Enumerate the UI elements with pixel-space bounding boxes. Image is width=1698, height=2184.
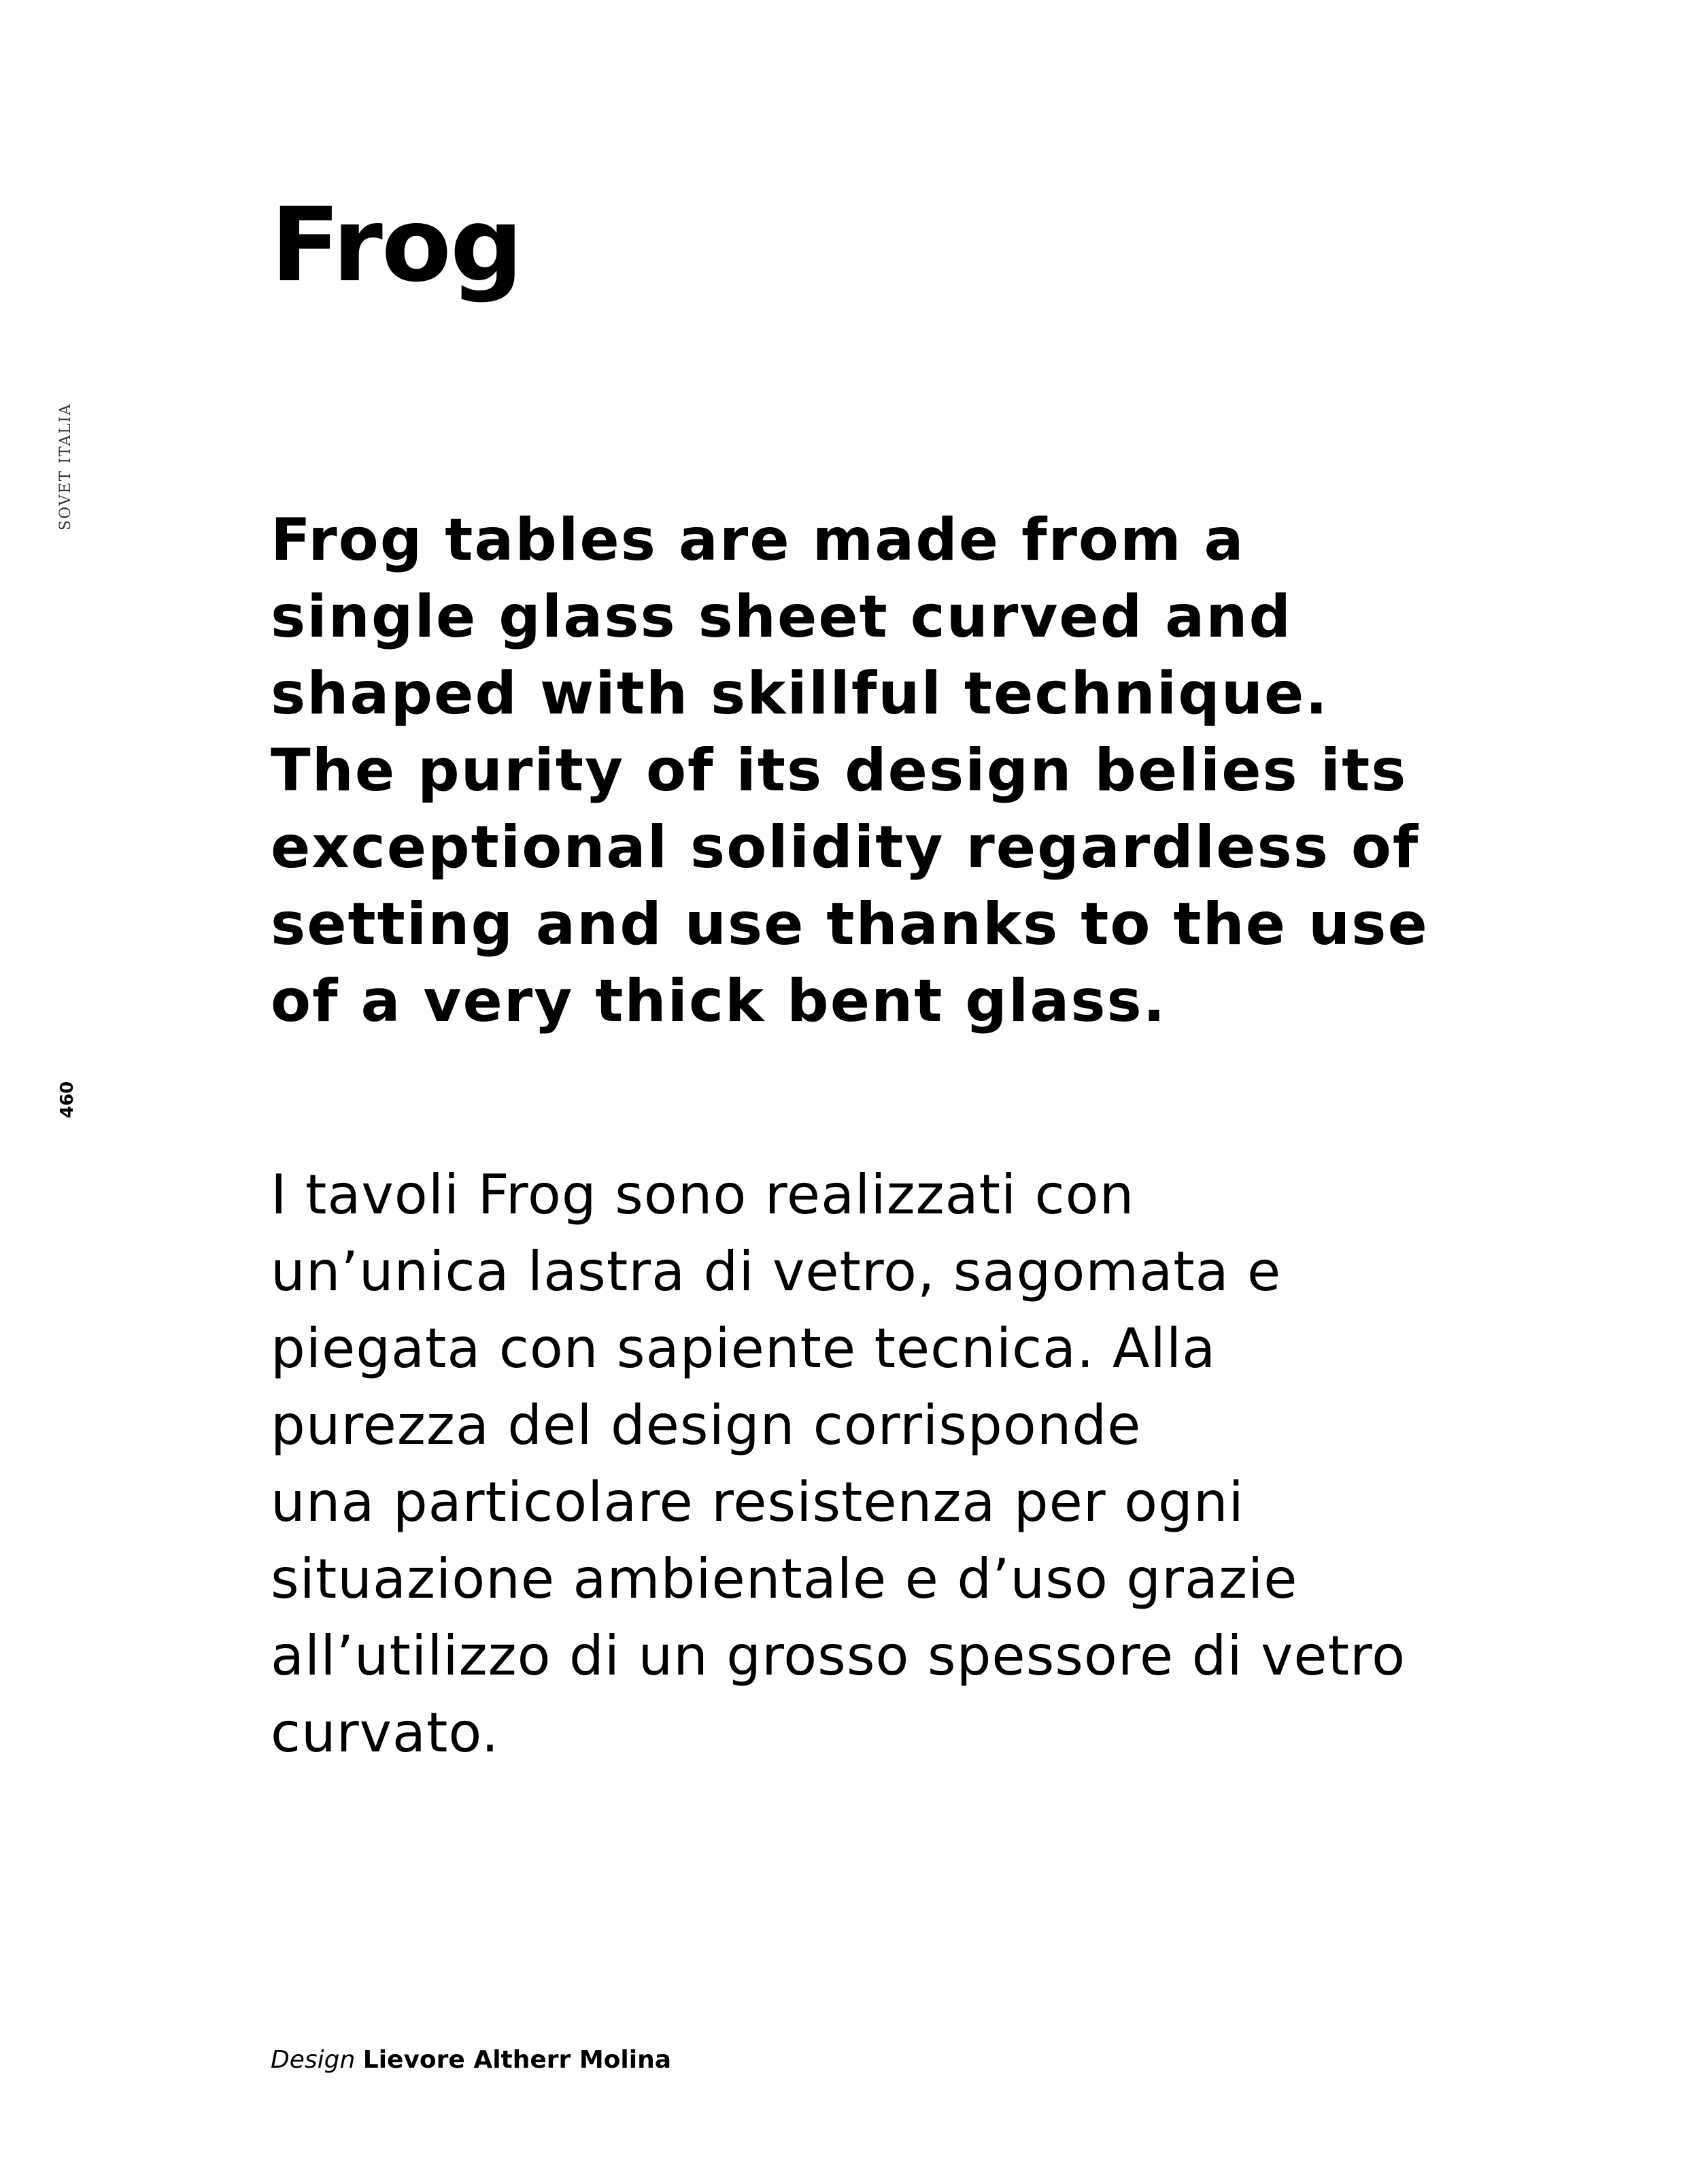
lead-line: Frog tables are made from a [271,506,1245,574]
body-line: una particolare resistenza per ogni [271,1471,1244,1534]
body-line: situazione ambientale e d’uso grazie [271,1547,1298,1611]
lead-line: of a very thick bent glass. [271,967,1167,1035]
body-line: piegata con sapiente tecnica. Alla [271,1317,1217,1380]
lead-line: The purity of its design belies its [271,737,1408,805]
brand-label: SOVET ITALIA [57,403,74,531]
page-number: 460 [57,1081,78,1118]
lead-paragraph-english [271,502,1461,1040]
body-line: curvato. [271,1701,500,1764]
page-title: Frog [271,186,522,305]
lead-line: single glass sheet curved and [271,583,1293,651]
lead-line: setting and use thanks to the use [271,890,1429,958]
body-line: I tavoli Frog sono realizzati con [271,1163,1135,1226]
body-line: purezza del design corrisponde [271,1394,1142,1457]
lead-line: shaped with skillful technique. [271,660,1329,728]
design-credit-label: Design [271,2046,356,2074]
designer-name: Lievore Altherr Molina [362,2046,672,2074]
lead-line: exceptional solidity regardless of [271,813,1420,881]
body-line: un’unica lastra di vetro, sagomata e [271,1240,1282,1303]
design-credit [271,2046,671,2074]
body-paragraph-italian [271,1156,1495,1771]
body-line: all’utilizzo di un grosso spessore di vetro [271,1624,1406,1687]
